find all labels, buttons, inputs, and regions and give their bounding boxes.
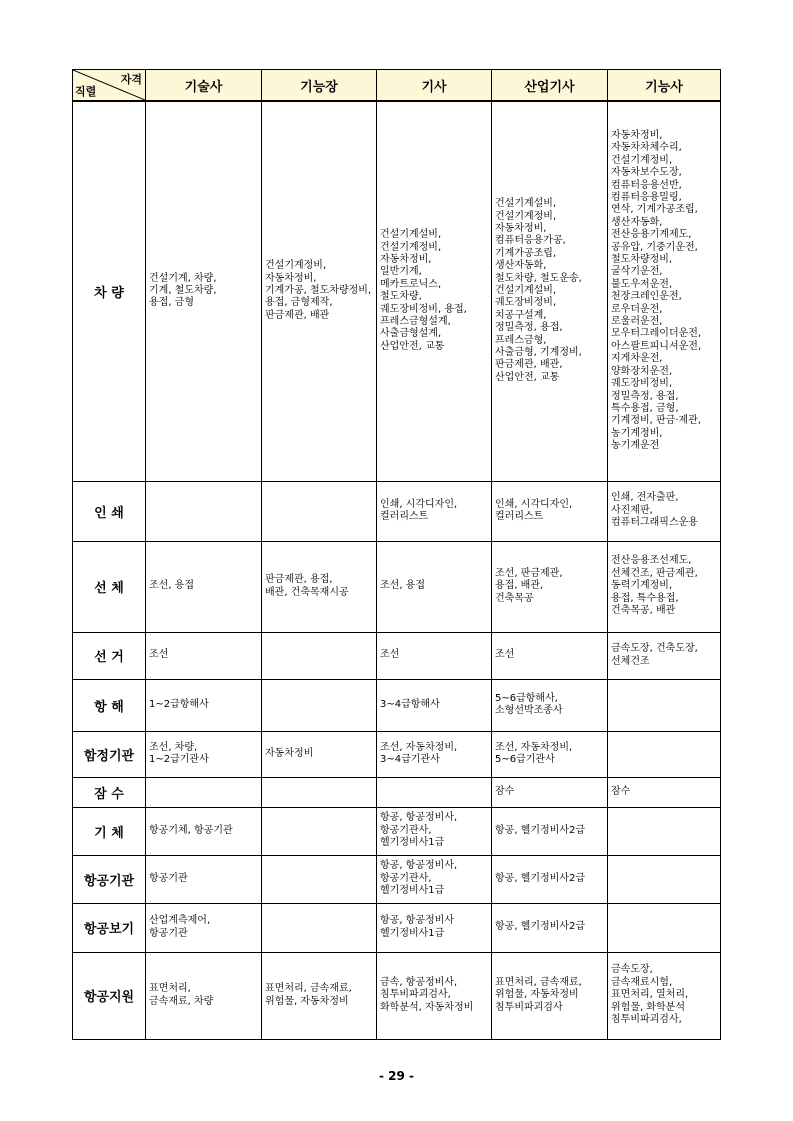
table-cell — [262, 632, 377, 679]
table-cell: 조선, 판금제관, 용접, 배관, 건축목공 — [492, 541, 608, 632]
table-row — [73, 777, 721, 807]
table-cell: 건설기계정비, 자동차정비, 기계가공, 철도차량정비, 용접, 금형제작, 판금제관, 배관 — [262, 101, 377, 481]
table-row — [73, 541, 721, 632]
column-header-industrial-engineer: 산업기사 — [492, 70, 608, 102]
table-cell: 1~2급항해사 — [146, 679, 262, 731]
table-cell: 금속도장, 건축도장, 선체건조 — [608, 632, 721, 679]
table-cell: 3~4급항해사 — [377, 679, 492, 731]
table-cell: 조선, 차량, 1~2급기관사 — [146, 731, 262, 777]
table-cell: 항공, 헬기정비사2급 — [492, 903, 608, 952]
table-cell — [608, 807, 721, 855]
column-header-master-craftsman: 기능장 — [262, 70, 377, 102]
row-header-navigation: 항 해 — [73, 679, 146, 731]
table-cell: 건설기계설비, 건설기계정비, 자동차정비, 일반기계, 메카트로닉스, 철도차량, 궤도장비정비, 용접, 프레스금형설계, 사출금형설계, 산업안전, 교통 — [377, 101, 492, 481]
table-cell: 건설기계, 차량, 기계, 철도차량, 용접, 금형 — [146, 101, 262, 481]
corner-header-cell — [73, 70, 146, 102]
table-cell: 잠수 — [492, 777, 608, 807]
row-header-diving: 잠 수 — [73, 777, 146, 807]
table-row — [73, 101, 721, 481]
table-cell: 자동차정비, 자동차차체수리, 건설기계정비, 자동차보수도장, 컴퓨터응용선반, 컴퓨터응용밀링, 연삭, 기계가공조립, 생산자동화, 전산응용기계제도, 공유압, 기중기운전, 철도차량정비, 굴삭기운전, 불도우저운전, 천장크레인운전, 로우더운전, 로울러운전, 모우터그레이더운전, 아스팔트피니셔운전, 지게차운전, 양화장치운전, 궤도장비정비, 정밀측정, 용접, 특수용접, 금형, 기계정비, 판금·제관, 농기계정비, 농기계운전 — [608, 101, 721, 481]
table-cell: 조선, 용접 — [146, 541, 262, 632]
table-row — [73, 807, 721, 855]
table-cell: 항공, 헬기정비사2급 — [492, 807, 608, 855]
table-row — [73, 632, 721, 679]
table-cell: 조선, 용접 — [377, 541, 492, 632]
row-header-printing: 인 쇄 — [73, 481, 146, 541]
row-header-dock: 선 거 — [73, 632, 146, 679]
table-row — [73, 731, 721, 777]
table-cell: 항공, 항공정비사, 항공기관사, 헬기정비사1급 — [377, 807, 492, 855]
row-header-aviation-support: 항공지원 — [73, 952, 146, 1039]
table-body — [73, 101, 721, 1039]
column-header-engineer: 기사 — [377, 70, 492, 102]
column-header-craftsman: 기능사 — [608, 70, 721, 102]
corner-label-series: 직렬 — [75, 85, 97, 98]
table-cell: 5~6급항해사, 소형선박조종사 — [492, 679, 608, 731]
table-cell: 산업계측제어, 항공기관 — [146, 903, 262, 952]
table-cell: 건설기계설비, 건설기계정비, 자동차정비, 컴퓨터응용가공, 기계가공조립, 생산자동화, 철도차량, 철도운송, 건설기계설비, 궤도장비정비, 치공구설계, 정밀측정, 용접, 프레스금형, 사출금형, 기계정비, 판금제관, 배관, 산업안전, 교통 — [492, 101, 608, 481]
table-cell: 항공기관 — [146, 855, 262, 903]
table-cell: 항공기체, 항공기관 — [146, 807, 262, 855]
table-cell: 표면처리, 금속재료, 차량 — [146, 952, 262, 1039]
table-cell — [146, 481, 262, 541]
column-header-engineer-professional: 기술사 — [146, 70, 262, 102]
table-cell: 조선 — [377, 632, 492, 679]
table-cell: 전산응용조선제도, 선체건조, 판금제관, 동력기계정비, 용접, 특수용접, 건축목공, 배관 — [608, 541, 721, 632]
table-row — [73, 679, 721, 731]
table-cell: 판금제관, 용접, 배관, 건축목재시공 — [262, 541, 377, 632]
table-cell — [262, 481, 377, 541]
table-cell — [262, 903, 377, 952]
row-header-aircraft-accessory: 항공보기 — [73, 903, 146, 952]
table-cell: 조선 — [492, 632, 608, 679]
table-cell — [262, 855, 377, 903]
row-header-aircraft-engine: 항공기관 — [73, 855, 146, 903]
table-cell: 인쇄, 시각디자인, 컬러리스트 — [377, 481, 492, 541]
table-cell — [608, 731, 721, 777]
table-cell: 조선, 자동차정비, 3~4급기관사 — [377, 731, 492, 777]
table-row — [73, 903, 721, 952]
row-header-ship-engine: 함정기관 — [73, 731, 146, 777]
table-cell — [377, 777, 492, 807]
table-cell: 조선, 자동차정비, 5~6급기관사 — [492, 731, 608, 777]
table-cell: 항공, 항공정비사 헬기정비사1급 — [377, 903, 492, 952]
table-cell — [262, 777, 377, 807]
table-cell: 잠수 — [608, 777, 721, 807]
table-cell: 표면처리, 금속재료, 위험물, 자동차정비 침투비파괴검사 — [492, 952, 608, 1039]
corner-label-qualification: 자격 — [120, 73, 142, 86]
row-header-airframe: 기 체 — [73, 807, 146, 855]
table-cell — [608, 679, 721, 731]
table-cell — [608, 903, 721, 952]
qualification-table — [72, 69, 721, 1040]
table-row — [73, 855, 721, 903]
table-cell: 표면처리, 금속재료, 위험물, 자동차정비 — [262, 952, 377, 1039]
table-cell: 인쇄, 전자출판, 사진제판, 컴퓨터그래픽스운용 — [608, 481, 721, 541]
table-cell — [608, 855, 721, 903]
row-header-vehicle: 차 량 — [73, 101, 146, 481]
table-cell — [262, 679, 377, 731]
table-cell — [262, 807, 377, 855]
table-row — [73, 481, 721, 541]
table-cell: 금속, 항공정비사, 침투비파괴검사, 화학분석, 자동차정비 — [377, 952, 492, 1039]
table-header — [73, 70, 721, 102]
page-number: - 29 - — [378, 1069, 414, 1083]
table-row — [73, 952, 721, 1039]
table-cell: 항공, 항공정비사, 항공기관사, 헬기정비사1급 — [377, 855, 492, 903]
table-cell: 금속도장, 금속재료시험, 표면처리, 열처리, 위험물, 화학분석 침투비파괴검사, — [608, 952, 721, 1039]
table-cell: 인쇄, 시각디자인, 컬러리스트 — [492, 481, 608, 541]
table-cell — [146, 777, 262, 807]
table-cell: 항공, 헬기정비사2급 — [492, 855, 608, 903]
table-cell: 조선 — [146, 632, 262, 679]
table-cell: 자동차정비 — [262, 731, 377, 777]
row-header-hull: 선 체 — [73, 541, 146, 632]
